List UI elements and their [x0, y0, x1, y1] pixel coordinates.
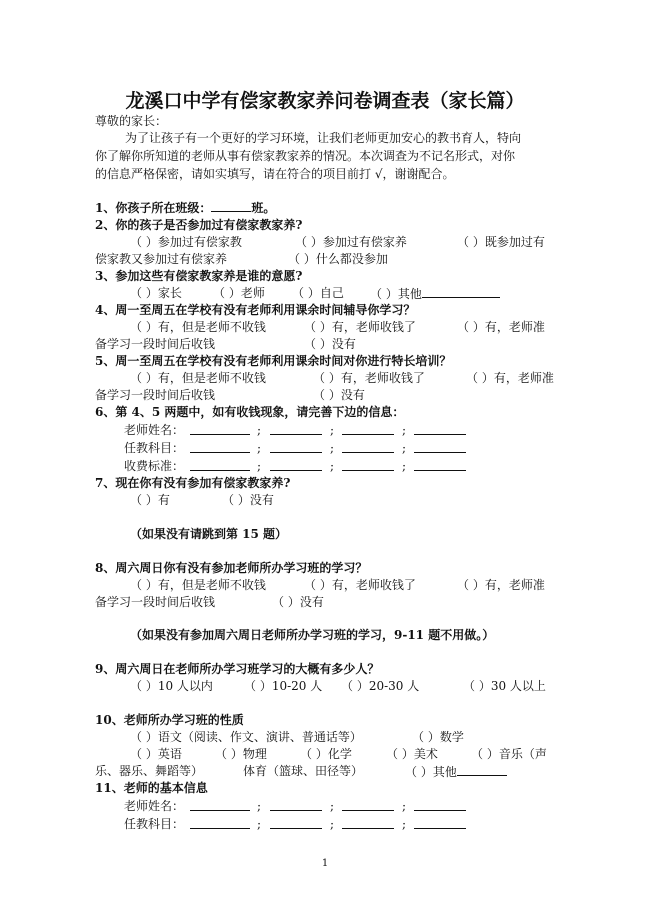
q4-label: 4、周一至周五在学校有没有老师利用课余时间辅导你学习？: [95, 303, 416, 317]
q4-option-3[interactable]: （ ）有，老师准: [457, 320, 545, 334]
separator: ;: [257, 459, 262, 473]
q10-option-pe[interactable]: 体育（篮球、田径等）: [243, 764, 364, 778]
q9-option-3[interactable]: （ ）20-30 人: [341, 679, 420, 693]
q6-blank[interactable]: [270, 422, 322, 435]
q11-row-teacher-name: 老师姓名：: [124, 799, 185, 813]
q6-blank[interactable]: [190, 458, 250, 471]
q3-option-teacher[interactable]: （ ）老师: [213, 286, 265, 300]
q3-option-self[interactable]: （ ）自己: [292, 286, 344, 300]
q6-blank[interactable]: [414, 458, 466, 471]
q10-option-chinese[interactable]: （ ）语文（阅读、作文、演讲、普通话等）: [130, 730, 362, 744]
q4-option-3-cont: 备学习一段时间后收钱: [95, 337, 216, 351]
q10-option-other[interactable]: [405, 763, 507, 780]
q8-option-3[interactable]: （ ）有，老师准: [457, 578, 545, 592]
q10-option-chemistry[interactable]: （ ）化学: [300, 747, 352, 761]
separator: ;: [402, 441, 407, 455]
q6-row-subject: 任教科目：: [124, 441, 185, 455]
q2-label: 2、你的孩子是否参加过有偿家教家养?: [95, 218, 303, 232]
q10-option-art[interactable]: （ ）美术: [386, 747, 438, 761]
q6-row-teacher-name: 老师姓名：: [124, 423, 185, 437]
q2-option-3-cont: 偿家教又参加过有偿家养: [95, 252, 228, 266]
q10-option-music-cont: 乐、器乐、舞蹈等）: [95, 764, 204, 778]
q11-blank[interactable]: [342, 798, 394, 811]
separator: ;: [257, 441, 262, 455]
q6-blank[interactable]: [342, 440, 394, 453]
q7-option-yes[interactable]: （ ）有: [130, 493, 170, 507]
q8-option-1[interactable]: （ ）有，但是老师不收钱: [130, 578, 266, 592]
q3-option-other[interactable]: [370, 285, 500, 302]
separator: ;: [402, 423, 407, 437]
separator: ;: [402, 459, 407, 473]
greeting: 尊敬的家长：: [95, 114, 168, 128]
q1: [95, 199, 275, 216]
q4-option-4[interactable]: （ ）没有: [304, 337, 356, 351]
q8-label: 8、周六周日你有没有参加老师所办学习班的学习？: [95, 561, 368, 575]
q5-option-2[interactable]: （ ）有，老师收钱了: [313, 371, 425, 385]
q11-blank[interactable]: [270, 798, 322, 811]
page-title: 龙溪口中学有偿家教家养问卷调查表（家长篇）: [125, 90, 525, 112]
q9-option-4[interactable]: （ ）30 人以上: [463, 679, 546, 693]
q4-option-2[interactable]: （ ）有，老师收钱了: [304, 320, 416, 334]
note-skip-9-11: （如果没有参加周六周日老师所办学习班的学习，9-11 题不用做。）: [130, 628, 495, 642]
q6-blank[interactable]: [270, 458, 322, 471]
q7-label: 7、现在你有没有参加有偿家教家养?: [95, 476, 291, 490]
q3-option-other-label: （ ）其他: [370, 287, 422, 301]
page-number: 1: [321, 858, 329, 869]
intro-line-2: 你了解你所知道的老师从事有偿家教家养的情况。本次调查为不记名形式，对你: [95, 149, 516, 163]
separator: ;: [330, 459, 335, 473]
q8-option-3-cont: 备学习一段时间后收钱: [95, 595, 216, 609]
separator: ;: [402, 799, 407, 813]
q9-option-1[interactable]: （ ）10 人以内: [130, 679, 213, 693]
separator: ;: [330, 441, 335, 455]
q3-label: 3、参加这些有偿家教家养是谁的意愿?: [95, 269, 303, 283]
q8-option-2[interactable]: （ ）有，老师收钱了: [304, 578, 416, 592]
q10-label: 10、老师所办学习班的性质: [95, 713, 244, 727]
q10-option-math[interactable]: （ ）数学: [412, 730, 464, 744]
q2-option-1[interactable]: （ ）参加过有偿家教: [130, 235, 242, 249]
q6-blank[interactable]: [414, 422, 466, 435]
q10-option-music[interactable]: （ ）音乐（声: [471, 747, 547, 761]
q10-option-english[interactable]: （ ）英语: [130, 747, 182, 761]
q3-option-parent[interactable]: （ ）家长: [130, 286, 182, 300]
q11-blank[interactable]: [190, 816, 250, 829]
q5-option-3-cont: 备学习一段时间后收钱: [95, 388, 216, 402]
q1-suffix: 班。: [251, 201, 276, 215]
q5-label: 5、周一至周五在学校有没有老师利用课余时间对你进行特长培训？: [95, 354, 452, 368]
q3-other-blank[interactable]: [422, 285, 500, 298]
q11-blank[interactable]: [190, 798, 250, 811]
q2-option-3[interactable]: （ ）既参加过有: [457, 235, 545, 249]
separator: ;: [257, 817, 262, 831]
q9-option-2[interactable]: （ ）10-20 人: [244, 679, 323, 693]
q2-option-2[interactable]: （ ）参加过有偿家养: [295, 235, 407, 249]
q11-blank[interactable]: [270, 816, 322, 829]
q11-row-subject: 任教科目：: [124, 817, 185, 831]
q11-blank[interactable]: [414, 798, 466, 811]
q5-option-3[interactable]: （ ）有，老师准: [466, 371, 554, 385]
q6-label: 6、第 4、5 两题中，如有收钱现象，请完善下边的信息：: [95, 405, 405, 419]
q1-label: 1、你孩子所在班级：: [95, 201, 212, 215]
q10-option-other-label: （ ）其他: [405, 765, 457, 779]
q1-class-blank[interactable]: [211, 199, 251, 212]
q6-blank[interactable]: [190, 440, 250, 453]
intro-line-1: 为了让孩子有一个更好的学习环境，让我们老师更加安心的教书育人，特向: [125, 131, 522, 145]
q2-option-4[interactable]: （ ）什么都没参加: [288, 252, 388, 266]
separator: ;: [330, 423, 335, 437]
q11-blank[interactable]: [342, 816, 394, 829]
q9-label: 9、周六周日在老师所办学习班学习的大概有多少人？: [95, 662, 380, 676]
separator: ;: [330, 817, 335, 831]
q7-option-no[interactable]: （ ）没有: [222, 493, 274, 507]
q11-label: 11、老师的基本信息: [95, 781, 208, 795]
q6-blank[interactable]: [342, 458, 394, 471]
q10-other-blank[interactable]: [457, 763, 507, 776]
note-skip-15: （如果没有请跳到第 15 题）: [130, 527, 288, 541]
q6-blank[interactable]: [342, 422, 394, 435]
separator: ;: [402, 817, 407, 831]
separator: ;: [257, 423, 262, 437]
separator: ;: [330, 799, 335, 813]
q11-blank[interactable]: [414, 816, 466, 829]
q4-option-1[interactable]: （ ）有，但是老师不收钱: [130, 320, 266, 334]
separator: ;: [257, 799, 262, 813]
q6-blank[interactable]: [270, 440, 322, 453]
q5-option-4[interactable]: （ ）没有: [313, 388, 365, 402]
q8-option-4[interactable]: （ ）没有: [272, 595, 324, 609]
q10-option-physics[interactable]: （ ）物理: [215, 747, 267, 761]
q6-blank[interactable]: [414, 440, 466, 453]
q6-blank[interactable]: [190, 422, 250, 435]
q5-option-1[interactable]: （ ）有，但是老师不收钱: [130, 371, 266, 385]
intro-line-3: 的信息严格保密，请如实填写，请在符合的项目前打 √，谢谢配合。: [95, 167, 455, 181]
q6-row-fee: 收费标准：: [124, 459, 185, 473]
